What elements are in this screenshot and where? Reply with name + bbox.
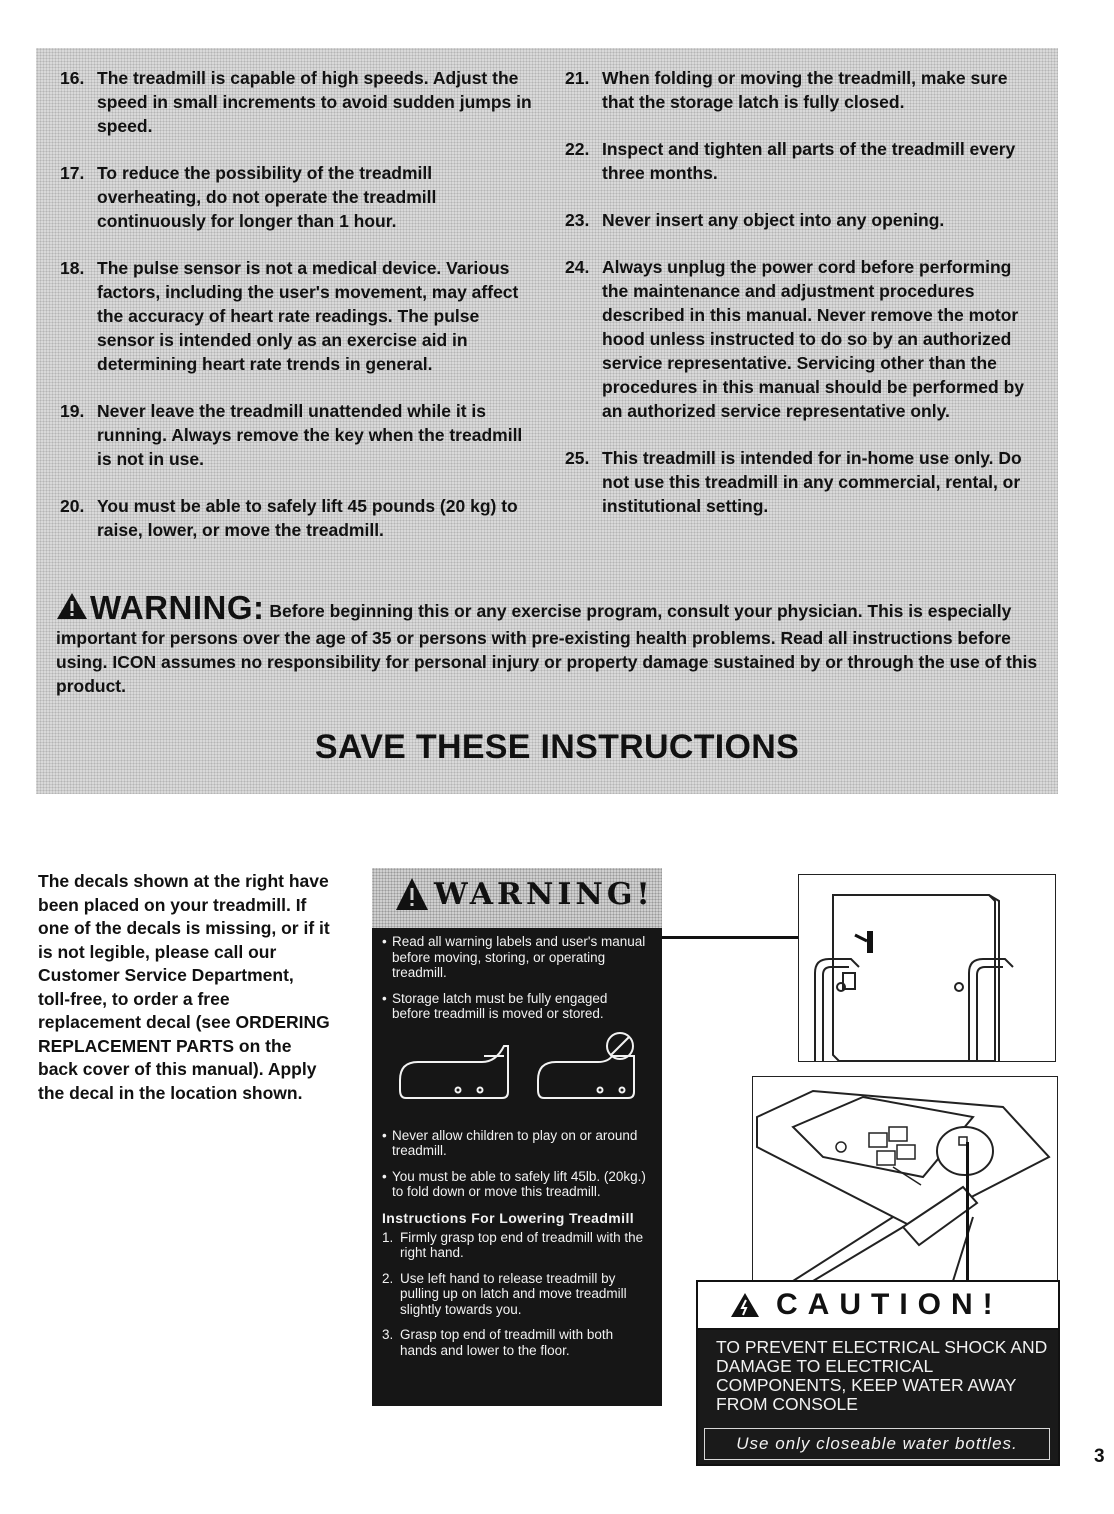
lowering-step-text: Grasp top end of treadmill with both hands and lower to the floor. (400, 1327, 614, 1358)
warning-paragraph (56, 589, 1046, 698)
lowering-step-text: Firmly grasp top end of treadmill with the right hand. (400, 1229, 644, 1260)
instruction-item (60, 161, 540, 233)
caution-footer: Use only closeable water bottles. (704, 1428, 1050, 1460)
warning-decal (372, 868, 662, 1406)
lowering-step-text: Use left hand to release treadmill by pulling up on latch and move treadmill slightly towards you. (400, 1270, 627, 1317)
instruction-item (60, 399, 540, 471)
warning-decal-banner (372, 868, 662, 928)
instruction-item (60, 66, 540, 138)
latch-illustration (372, 1032, 662, 1118)
instructions-right-column (565, 66, 1035, 541)
decal-bullet: • You must be able to safely lift 45lb. (20kg.) to fold down or move this treadmill. (382, 1168, 646, 1199)
instruction-number: 21. (565, 68, 590, 88)
decal-bullet-text: Never allow children to play on or around treadmill. (392, 1127, 638, 1158)
instruction-text: This treadmill is intended for in-home use only. Do not use this treadmill in any commercial, rental, or institutional setting. (602, 448, 1022, 516)
page-number: 3 (1094, 1446, 1105, 1467)
warning-label: WARNING: (90, 589, 265, 626)
lowering-heading: Instructions For Lowering Treadmill (382, 1209, 635, 1226)
instruction-text: To reduce the possibility of the treadmill overheating, do not operate the treadmill continuously for longer than 1 hour. (97, 163, 437, 231)
warning-triangle-icon (56, 592, 88, 626)
lowering-step-number: 1. (382, 1229, 394, 1245)
instruction-number: 17. (60, 163, 85, 183)
latch-engaged-icon (400, 1046, 508, 1098)
save-instructions-title: SAVE THESE INSTRUCTIONS (314, 728, 800, 766)
instruction-item (565, 255, 1035, 423)
caution-pointer-line (966, 1142, 969, 1284)
decal-description: The decals shown at the right have been placed on your treadmill. If one of the decals is missing, or if it is not legible, please call our Customer Service Department, toll-free, to order a free replacement decal (see ORDERING REPLACEMENT PARTS on the back cover of this manual). Apply the decal in the location shown. (38, 871, 330, 1103)
instruction-number: 20. (60, 496, 85, 516)
instruction-number: 18. (60, 258, 85, 278)
instruction-number: 22. (565, 139, 590, 159)
lowering-step-number: 3. (382, 1327, 394, 1342)
instruction-number: 23. (565, 210, 590, 230)
instruction-item (565, 208, 1035, 232)
lowering-step (382, 1327, 648, 1358)
treadmill-upright-illustration (798, 874, 1056, 1062)
instruction-text: The treadmill is capable of high speeds. Adjust the speed in small increments to avoid sudden jumps in speed. (97, 68, 532, 136)
instruction-text: Never insert any object into any opening. (602, 210, 945, 230)
decal-bullet-text: Storage latch must be fully engaged before treadmill is moved or stored. (392, 990, 608, 1021)
caution-triangle-icon (730, 1292, 760, 1323)
decal-bullet-text: Read all warning labels and user's manual before moving, storing, or operating treadmill. (392, 934, 646, 980)
instruction-number: 16. (60, 68, 85, 88)
caution-decal (696, 1280, 1060, 1466)
lowering-step (382, 1230, 648, 1261)
instruction-text: You must be able to safely lift 45 pounds (20 kg) to raise, lower, or move the treadmill. (97, 496, 518, 540)
caution-title: CAUTION! (776, 1288, 1003, 1321)
instruction-text: The pulse sensor is not a medical device. Various factors, including the user's movement, may affect the accuracy of heart rate readings. The pulse sensor is intended only as an exercise aid in determining heart rate trends in general. (97, 258, 519, 374)
instructions-left-column (60, 66, 540, 565)
lowering-step (382, 1271, 648, 1318)
warning-text: Before beginning this or any exercise program, consult your physician. This is especially important for persons over the age of 35 or persons with pre-existing health problems. Read all instructions before using. ICON assumes no responsibility for personal injury or property damage sustained by or through the use of this product. (56, 601, 1038, 696)
decal-bullet-text: You must be able to safely lift 45lb. (20kg.) to fold down or move this treadmill. (392, 1168, 646, 1199)
latch-disengaged-icon (538, 1033, 634, 1098)
instruction-item (565, 137, 1035, 185)
decal-bullet: • Read all warning labels and user's manual before moving, storing, or operating treadmill. (382, 934, 646, 980)
instruction-item (565, 66, 1035, 114)
treadmill-console-illustration (752, 1076, 1058, 1282)
decal-bullet: • Storage latch must be fully engaged before treadmill is moved or stored. (382, 990, 608, 1021)
instruction-text: Never leave the treadmill unattended while it is running. Always remove the key when the treadmill is not in use. (97, 401, 523, 469)
instruction-item (60, 256, 540, 376)
instruction-number: 25. (565, 448, 590, 468)
caution-header (698, 1282, 1058, 1330)
instruction-text: Inspect and tighten all parts of the treadmill every three months. (602, 139, 1016, 183)
warning-decal-title: WARNING! (434, 877, 654, 912)
caution-body: TO PREVENT ELECTRICAL SHOCK AND DAMAGE TO ELECTRICAL COMPONENTS, KEEP WATER AWAY FROM CONSOLE (716, 1337, 1048, 1414)
lowering-step-number: 2. (382, 1270, 394, 1286)
instruction-number: 19. (60, 401, 85, 421)
instruction-text: When folding or moving the treadmill, make sure that the storage latch is fully closed. (602, 68, 1008, 112)
decal-bullet: • Never allow children to play on or around treadmill. (382, 1127, 638, 1158)
instruction-item (565, 446, 1035, 518)
warning-decal-triangle-icon (372, 868, 432, 933)
instruction-text: Always unplug the power cord before performing the maintenance and adjustment procedures described in this manual. Never remove the motor hood unless instructed to do so by an authorized service representative. Servicing other than the procedures in this manual should be performed by an authorized service representative only. (602, 257, 1025, 421)
instruction-number: 24. (565, 257, 590, 277)
instruction-item (60, 494, 540, 542)
